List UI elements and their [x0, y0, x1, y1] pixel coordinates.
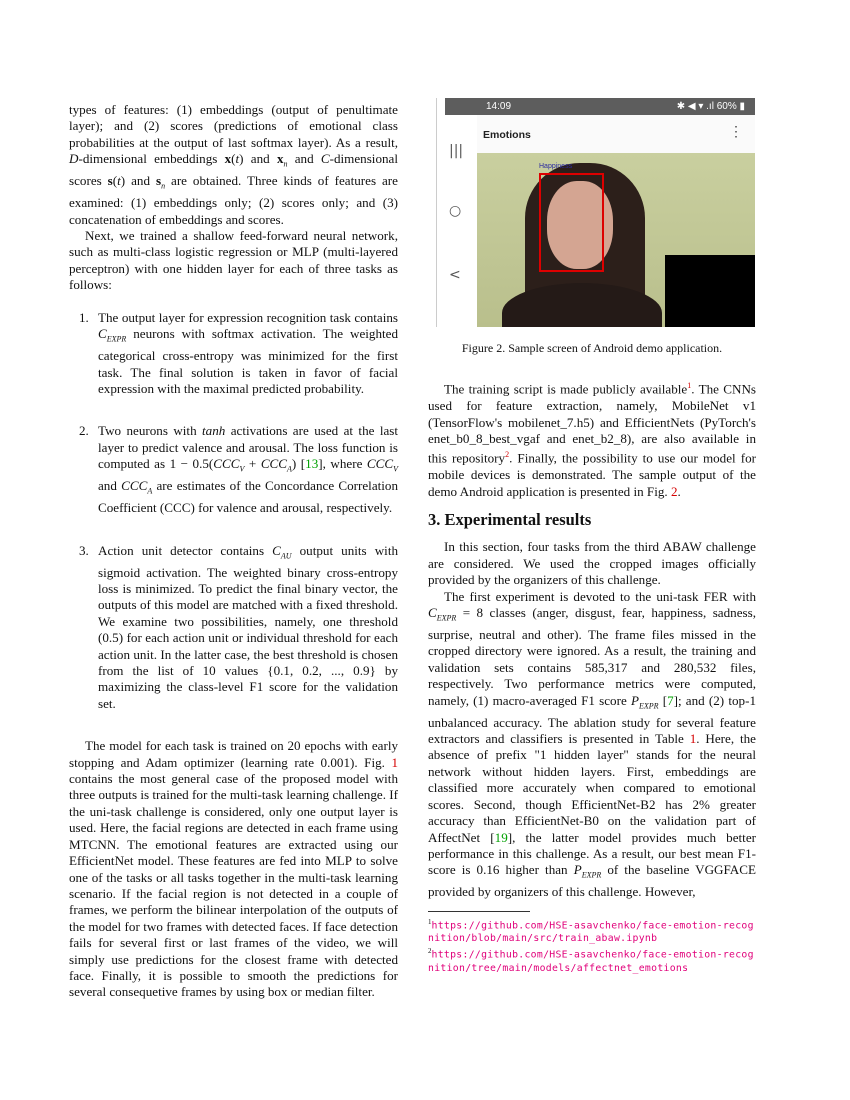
- recent-apps-icon: |||: [449, 143, 464, 159]
- footnote: $^1$https://github.com/HSE-asavchenko/face-emotion-recognition/blob/main/src/train_abaw.ipynb: [428, 917, 754, 945]
- nav-bar: [437, 115, 477, 327]
- task-list: [69, 310, 398, 713]
- paragraph: The first experiment is devoted to the uni-task FER with $C_{EXPR} = 8$ classes (anger, disgust, fear, happiness, sadness, surprise, neutral and other). The frame files missed in the cropped directory were ignored. As a result, the training and validation sets contains 585,317 and 280,532 files, respectively. Two performance metrics were computed, namely, (1) macro-averaged F1 score $P_{EXPR}$ [7]; and (2) top-1 unbalanced accuracy. The ablation study for several feature extractors and classifiers is presented in Table 1. Here, the absence of prefix "1 hidden layer" stands for the neural network without hidden layers. First, embeddings are classified more accurately when compared to emotional scores. Second, though EfficientNet-B2 has 2% greater accuracy than EfficientNet-B0 on the validation part of AffectNet [19], the latter model provides much better performance in this challenge. As a result, our best mean F1-score is 0.16 higher than $P_{EXPR}$ of the baseline VGGFACE provided by organizers of this challenge. However,: [428, 588, 756, 900]
- status-icons: ✱ ◀ ▾ .ıl 60% ▮: [676, 101, 745, 112]
- app-title: Emotions: [483, 129, 531, 141]
- paragraph: The training script is made publicly available$^1$. The CNNs used for feature extraction, namely, MobileNet v1 (TensorFlow's mobilenet_7.h5) and EfficientNets (PyTorch's enet_b0_8_best_vgaf and enet_b2_8), are also available in this repository$^2$. Finally, the possibility to use our model for mobile devices is demonstrated. The sample output of the demo Android application is presented in Fig. 2.: [428, 381, 756, 499]
- app-bar: [477, 115, 755, 153]
- right-column: [428, 98, 756, 975]
- more-menu-icon: ⋮: [729, 123, 743, 139]
- black-overlay: [665, 255, 755, 327]
- footnote-link[interactable]: https://github.com/HSE-asavchenko/face-emotion-recognition/tree/main/models/affectnet_emotions: [428, 949, 754, 974]
- figure-caption: Figure 2. Sample screen of Android demo application.: [461, 341, 723, 355]
- left-column: [69, 102, 398, 1001]
- paragraph: In this section, four tasks from the third ABAW challenge are considered. We used the cropped images officially provided by the organizers of this challenge.: [428, 539, 756, 588]
- back-icon: <: [449, 267, 461, 283]
- list-item: 2. Two neurons with tanh activations are used at the last layer to predict valence and arousal. The loss function is computed as $1 - 0.5(CCC_V + CCC_A)$ [13], where $CCC_V$ and $CCC_A$ are estimates of the Concordance Correlation Coefficient (CCC) for valence and arousal, respectively.: [79, 423, 399, 516]
- home-icon: ○: [449, 203, 462, 219]
- footnote: $^2$https://github.com/HSE-asavchenko/face-emotion-recognition/tree/main/models/affectnet_emotions: [428, 947, 754, 974]
- status-bar: [445, 98, 755, 115]
- paragraph: The model for each task is trained on 20 epochs with early stopping and Adam optimizer (learning rate 0.001). Fig. 1 contains the most general case of the proposed model with three outputs is trained for the multi-task learning challenge. If the uni-task challenge is considered, only one output layer is used. Here, the facial regions are detected in each frame using MTCNN. The emotional features are extracted using our EfficientNet model. These features are fed into MLP to solve one of the tasks or all tasks together in the multi-task learning scenario. If the facial region is not detected in a couple of frames, we perform the bilinear interpolation of the outputs of the model for two frames with detected faces. If face detection fails for several first or last frames of the video, we will simply use predictions for the closest frame with detected face. Finally, it is possible to smooth the predictions for several consequetive frames by using box or median filter.: [69, 738, 398, 1000]
- footnote-rule: [428, 911, 530, 912]
- camera-preview: [477, 153, 755, 327]
- face-bounding-box: [539, 173, 604, 272]
- status-time: 14:09: [486, 101, 512, 112]
- section-title: 3. Experimental results: [428, 509, 592, 529]
- paragraph: types of features: (1) embeddings (output of penultimate layer); and (2) scores (predictions of emotional class probabilities at the output of last softmax layer). As a result, D-dimensional embeddings x(t) and $x_n$ and C-dimensional scores s(t) and $s_n$ are obtained. Three kinds of features are examined: (1) embeddings only; (2) scores only; and (3) concatenation of embeddings and scores.: [69, 102, 398, 227]
- footnote-link[interactable]: https://github.com/HSE-asavchenko/face-emotion-recognition/blob/main/src/train_abaw.ipynb: [428, 920, 754, 945]
- emotion-label: Happiness: [539, 163, 573, 170]
- list-item: 3. Action unit detector contains $C_{AU}$ output units with sigmoid activation. The weighted binary cross-entropy loss is minimized. To predict the final binary vector, the outputs of this model are matched with a fixed threshold. We examine two possibilities, namely, one threshold (0.5) for each action unit or individual threshold for each action unit. In the latter case, the best threshold is chosen from the list of 10 values {0.1, 0.2, ..., 0.9} by maximizing the class-level F1 score for the validation set.: [79, 542, 398, 711]
- android-screenshot-figure: [436, 98, 755, 327]
- paragraph: Next, we trained a shallow feed-forward neural network, such as multi-class logistic regression or MLP (multi-layered perceptron) with one hidden layer for each of three tasks as follows:: [69, 228, 398, 293]
- list-item: 1. The output layer for expression recognition task contains $C_{EXPR}$ neurons with softmax activation. The weighted categorical cross-entropy was minimized for the first task. The final solution is taken in favor of facial expression with the maximal predicted probability.: [79, 309, 398, 396]
